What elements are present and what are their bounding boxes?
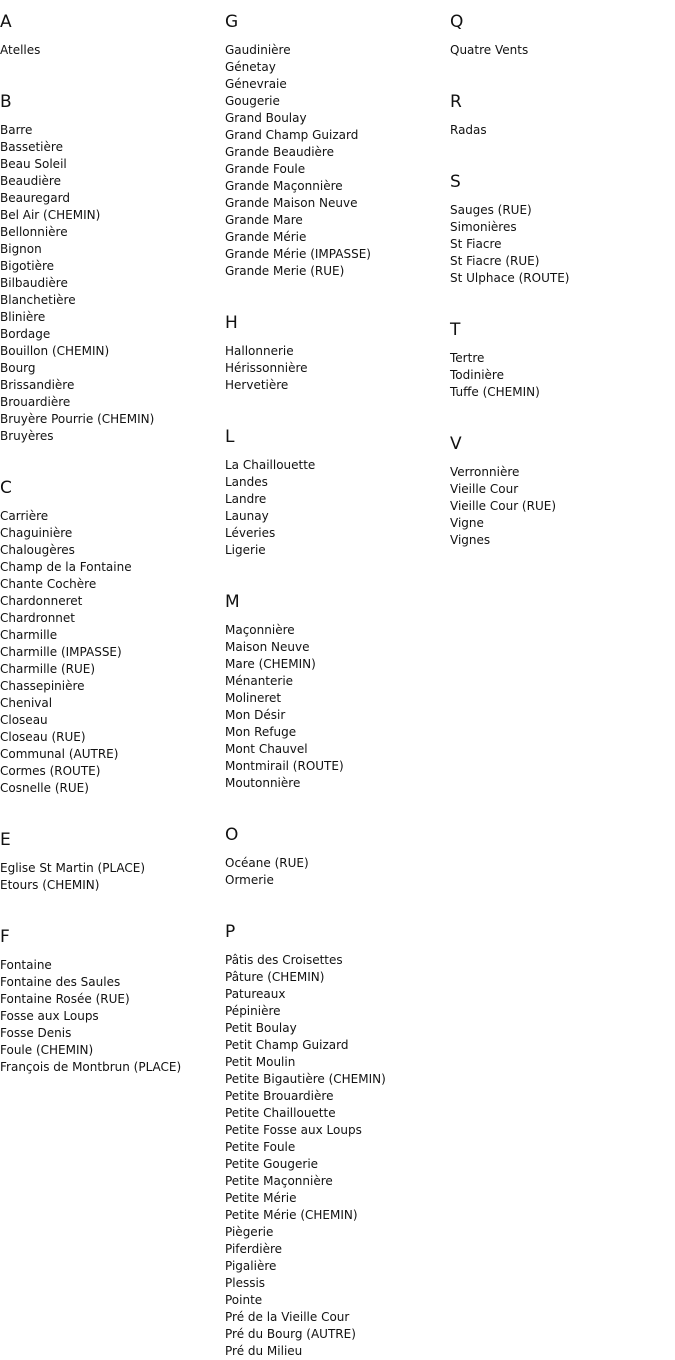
letter-heading: Q xyxy=(450,12,464,32)
place-name: Plessis xyxy=(225,1276,266,1290)
place-name: Carrière xyxy=(0,509,49,523)
place-list xyxy=(225,855,450,889)
place-name: Charmille (RUE) xyxy=(0,662,96,676)
place-list xyxy=(0,42,225,59)
place-name: Mon Refuge xyxy=(225,725,297,739)
letter-section-l xyxy=(225,426,450,580)
letter-heading: T xyxy=(450,320,461,340)
place-name: Bordage xyxy=(0,327,51,341)
place-name: Bilbaudière xyxy=(0,276,68,290)
place-list xyxy=(225,952,450,1360)
letter-heading: R xyxy=(450,92,462,112)
place-name: Chaguinière xyxy=(0,526,73,540)
place-name: Quatre Vents xyxy=(450,43,529,57)
place-name: Grande Mérie xyxy=(225,230,307,244)
place-name: Pointe xyxy=(225,1293,263,1307)
place-name: Pépinière xyxy=(225,1004,281,1018)
place-name: Landes xyxy=(225,475,268,489)
place-name: La Chaillouette xyxy=(225,458,316,472)
place-name: Cormes (ROUTE) xyxy=(0,764,101,778)
place-name: Blanchetière xyxy=(0,293,76,307)
place-name: Grande Beaudière xyxy=(225,145,334,159)
place-list xyxy=(0,122,225,445)
place-name: Beaudière xyxy=(0,174,61,188)
letter-section-m xyxy=(225,591,450,813)
place-name: Ménanterie xyxy=(225,674,294,688)
place-name: Fontaine xyxy=(0,958,52,972)
place-name: Fontaine Rosée (RUE) xyxy=(0,992,130,1006)
place-name: Fontaine des Saules xyxy=(0,975,121,989)
letter-section-q xyxy=(450,11,675,80)
place-name: Grande Mare xyxy=(225,213,303,227)
place-name: Bouillon (CHEMIN) xyxy=(0,344,110,358)
section-spacer xyxy=(225,394,450,415)
place-name: Piègerie xyxy=(225,1225,274,1239)
place-name: Petit Champ Guizard xyxy=(225,1038,349,1052)
letter-section-f xyxy=(0,926,225,1076)
place-name: Patureaux xyxy=(225,987,286,1001)
place-name: Léveries xyxy=(225,526,276,540)
place-name: Foule (CHEMIN) xyxy=(0,1043,94,1057)
index-column-3 xyxy=(450,0,675,549)
place-name: Mare (CHEMIN) xyxy=(225,657,316,671)
place-name: Bignon xyxy=(0,242,42,256)
letter-section-s xyxy=(450,171,675,308)
place-name: Génetay xyxy=(225,60,276,74)
place-name: Hérissonnière xyxy=(225,361,308,375)
place-name: Petite Brouardière xyxy=(225,1089,334,1103)
place-name: Pigalière xyxy=(225,1259,277,1273)
place-list xyxy=(225,457,450,559)
letter-heading: P xyxy=(225,922,236,942)
letter-heading: O xyxy=(225,825,239,845)
section-spacer xyxy=(450,287,675,308)
place-list xyxy=(225,622,450,792)
place-name: Petite Mérie (CHEMIN) xyxy=(225,1208,358,1222)
place-name: Fosse aux Loups xyxy=(0,1009,99,1023)
place-name: Petite Fosse aux Loups xyxy=(225,1123,362,1137)
place-list xyxy=(0,508,225,797)
section-spacer xyxy=(0,797,225,818)
place-name: Pré de la Vieille Cour xyxy=(225,1310,350,1324)
section-spacer xyxy=(450,139,675,160)
place-name: Grande Merie (RUE) xyxy=(225,264,345,278)
letter-heading: F xyxy=(0,927,10,947)
place-name: Beau Soleil xyxy=(0,157,67,171)
place-name: Barre xyxy=(0,123,33,137)
section-spacer xyxy=(225,559,450,580)
index-column-2 xyxy=(225,0,450,1360)
letter-section-t xyxy=(450,319,675,422)
letter-section-b xyxy=(0,91,225,466)
place-name: Fosse Denis xyxy=(0,1026,72,1040)
place-name: Grande Mérie (IMPASSE) xyxy=(225,247,371,261)
place-name: Launay xyxy=(225,509,269,523)
place-name: Océane (RUE) xyxy=(225,856,309,870)
place-name: Bruyère Pourrie (CHEMIN) xyxy=(0,412,155,426)
letter-heading: V xyxy=(450,434,462,454)
place-list xyxy=(450,122,675,139)
place-name: St Ulphace (ROUTE) xyxy=(450,271,570,285)
letter-heading: H xyxy=(225,313,238,333)
place-name: Chenival xyxy=(0,696,53,710)
place-name: Radas xyxy=(450,123,487,137)
place-name: Closeau (RUE) xyxy=(0,730,86,744)
section-spacer xyxy=(0,59,225,80)
section-spacer xyxy=(0,445,225,466)
place-name: Vignes xyxy=(450,533,491,547)
letter-section-p xyxy=(225,921,450,1360)
place-name: Verronnière xyxy=(450,465,520,479)
letter-section-r xyxy=(450,91,675,160)
place-name: Simonières xyxy=(450,220,517,234)
place-name: Chardonneret xyxy=(0,594,83,608)
place-name: Piferdière xyxy=(225,1242,283,1256)
letter-heading: E xyxy=(0,830,11,850)
letter-section-h xyxy=(225,312,450,415)
place-list xyxy=(225,343,450,394)
place-name: Tertre xyxy=(450,351,485,365)
place-name: St Fiacre (RUE) xyxy=(450,254,540,268)
letter-section-v xyxy=(450,433,675,549)
place-name: St Fiacre xyxy=(450,237,502,251)
section-spacer xyxy=(0,894,225,915)
place-name: Bassetière xyxy=(0,140,63,154)
place-name: Chassepinière xyxy=(0,679,85,693)
letter-section-e xyxy=(0,829,225,915)
place-name: Brissandière xyxy=(0,378,75,392)
letter-heading: B xyxy=(0,92,12,112)
place-name: Etours (CHEMIN) xyxy=(0,878,100,892)
place-name: Chalougères xyxy=(0,543,75,557)
place-name: Hallonnerie xyxy=(225,344,294,358)
place-name: Chardronnet xyxy=(0,611,75,625)
place-name: Grand Champ Guizard xyxy=(225,128,359,142)
place-list xyxy=(225,42,450,280)
letter-section-g xyxy=(225,11,450,301)
place-name: François de Montbrun (PLACE) xyxy=(0,1060,182,1074)
place-name: Bourg xyxy=(0,361,36,375)
place-name: Bigotière xyxy=(0,259,54,273)
place-name: Vieille Cour (RUE) xyxy=(450,499,557,513)
letter-heading: M xyxy=(225,592,240,612)
place-name: Petit Boulay xyxy=(225,1021,297,1035)
place-name: Brouardière xyxy=(0,395,71,409)
place-name: Petite Bigautière (CHEMIN) xyxy=(225,1072,386,1086)
place-name: Petite Maçonnière xyxy=(225,1174,333,1188)
place-name: Grande Maçonnière xyxy=(225,179,343,193)
place-name: Cosnelle (RUE) xyxy=(0,781,89,795)
place-name: Vieille Cour xyxy=(450,482,519,496)
place-name: Atelles xyxy=(0,43,41,57)
place-name: Petit Moulin xyxy=(225,1055,296,1069)
place-name: Petite Foule xyxy=(225,1140,296,1154)
place-name: Eglise St Martin (PLACE) xyxy=(0,861,146,875)
letter-heading: G xyxy=(225,12,239,32)
place-name: Closeau xyxy=(0,713,48,727)
place-name: Mont Chauvel xyxy=(225,742,308,756)
place-name: Blinière xyxy=(0,310,46,324)
letter-section-a xyxy=(0,11,225,80)
place-name: Charmille xyxy=(0,628,58,642)
place-name: Moutonnière xyxy=(225,776,301,790)
section-spacer xyxy=(225,280,450,301)
place-name: Hervetière xyxy=(225,378,289,392)
section-spacer xyxy=(225,792,450,813)
place-name: Pâture (CHEMIN) xyxy=(225,970,325,984)
place-list xyxy=(450,202,675,287)
place-list xyxy=(450,464,675,549)
place-list xyxy=(450,350,675,401)
place-name: Petite Mérie xyxy=(225,1191,297,1205)
place-list xyxy=(0,957,225,1076)
letter-section-o xyxy=(225,824,450,910)
place-name: Maçonnière xyxy=(225,623,295,637)
place-name: Montmirail (ROUTE) xyxy=(225,759,344,773)
place-name: Mon Désir xyxy=(225,708,286,722)
section-spacer xyxy=(225,889,450,910)
place-name: Pré du Milieu xyxy=(225,1344,303,1358)
place-name: Molineret xyxy=(225,691,282,705)
section-spacer xyxy=(450,59,675,80)
place-name: Sauges (RUE) xyxy=(450,203,532,217)
letter-heading: L xyxy=(225,427,235,447)
place-name: Tuffe (CHEMIN) xyxy=(450,385,540,399)
place-name: Charmille (IMPASSE) xyxy=(0,645,122,659)
place-name: Bel Air (CHEMIN) xyxy=(0,208,101,222)
place-name: Gaudinière xyxy=(225,43,291,57)
place-name: Petite Chaillouette xyxy=(225,1106,336,1120)
place-name: Beauregard xyxy=(0,191,70,205)
place-name: Génevraie xyxy=(225,77,287,91)
place-name: Petite Gougerie xyxy=(225,1157,319,1171)
letter-heading: C xyxy=(0,478,12,498)
place-name: Bellonnière xyxy=(0,225,68,239)
place-name: Pré du Bourg (AUTRE) xyxy=(225,1327,356,1341)
place-name: Grande Maison Neuve xyxy=(225,196,358,210)
section-spacer xyxy=(450,401,675,422)
letter-heading: S xyxy=(450,172,461,192)
place-list xyxy=(0,860,225,894)
place-name: Maison Neuve xyxy=(225,640,310,654)
place-list xyxy=(450,42,675,59)
place-name: Ligerie xyxy=(225,543,266,557)
place-name: Pâtis des Croisettes xyxy=(225,953,343,967)
index-column-1 xyxy=(0,0,225,1076)
place-name: Bruyères xyxy=(0,429,54,443)
place-name: Todinière xyxy=(450,368,504,382)
place-name: Grande Foule xyxy=(225,162,306,176)
letter-section-c xyxy=(0,477,225,818)
place-name: Vigne xyxy=(450,516,484,530)
letter-heading: A xyxy=(0,12,12,32)
place-name: Grand Boulay xyxy=(225,111,307,125)
place-name: Champ de la Fontaine xyxy=(0,560,132,574)
place-name: Gougerie xyxy=(225,94,280,108)
place-name: Communal (AUTRE) xyxy=(0,747,119,761)
place-name: Chante Cochère xyxy=(0,577,97,591)
place-name: Ormerie xyxy=(225,873,274,887)
place-name: Landre xyxy=(225,492,267,506)
